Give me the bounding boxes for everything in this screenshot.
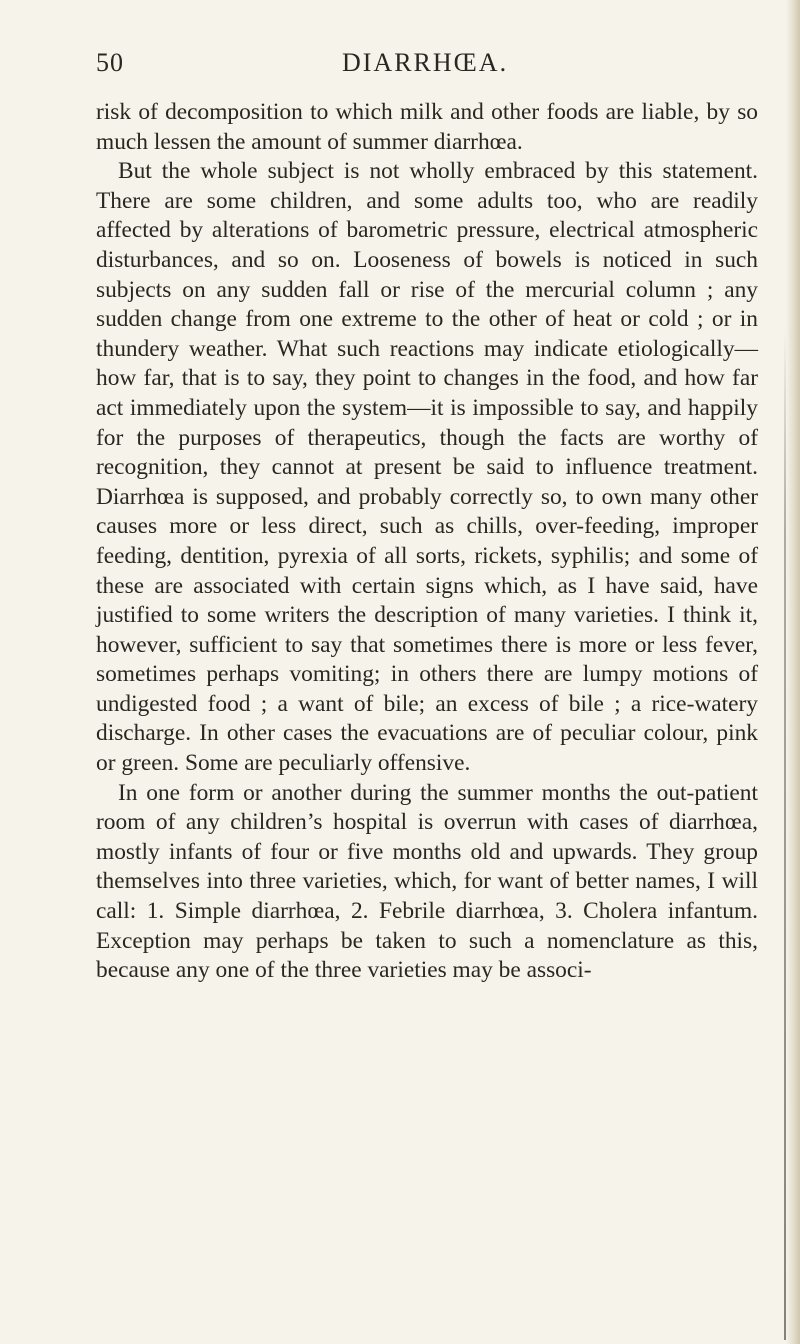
page-edge	[786, 0, 800, 1344]
page-header	[96, 48, 758, 88]
body-text	[96, 98, 758, 986]
paragraph-causes: But the whole subject is not wholly embraced by this statement. There are some children, and some adults too, who are readily affected by alterations of barometric pressure, electrical atmospheric disturbances, and so on. Looseness of bowels is noticed in such subjects on any sudden fall or rise of the mercurial column ; any sudden change from one extreme to the other of heat or cold ; or in thundery weather. What such reactions may indicate etiologically— how far, that is to say, they point to changes in the food, and how far act immediately upon the system—it is impossible to say, and happily for the purposes of therapeutics, though the facts are worthy of recognition, they cannot at present be said to influence treatment. Diarrhœa is supposed, and probably correctly so, to own many other causes more or less direct, such as chills, over-feeding, improper feeding, dentition, pyrexia of all sorts, rickets, syphilis; and some of these are associated with certain signs which, as I have said, have justified to some writers the description of many varieties. I think it, however, sufficient to say that sometimes there is more or less fever, sometimes perhaps vomiting; in others there are lumpy motions of undigested food ; a want of bile; an excess of bile ; a rice-watery discharge. In other cases the evacuations are of peculiar colour, pink or green. Some are peculiarly offensive.	[96, 158, 758, 777]
running-title: DIARRHŒA.	[342, 48, 509, 77]
page-number: 50	[96, 48, 124, 77]
paragraph-varieties: In one form or another during the summer months the out-patient room of any children’s hospital is overrun with cases of diarrhœa, mostly infants of four or five months old and upwards. They group themselves into three varieties, which, for want of better names, I will call: 1. Simple diarrhœa, 2. Febrile diarrhœa, 3. Cholera infantum. Exception may perhaps be taken to such a nomenclature as this, because any one of the three varieties may be associ-	[96, 779, 758, 984]
paragraph-continuation: risk of decomposition to which milk and other foods are liable, by so much lessen the amount of summer diarrhœa.	[96, 99, 758, 155]
